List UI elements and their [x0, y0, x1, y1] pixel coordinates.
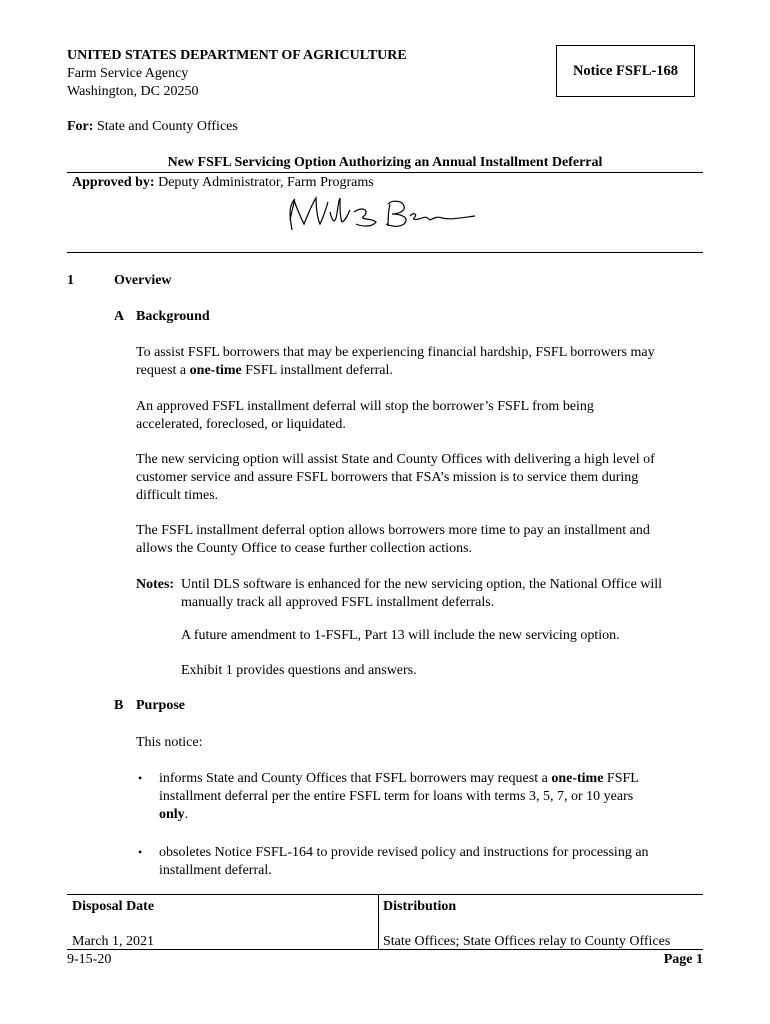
footer-table-bottom-rule: [67, 949, 703, 950]
purpose-bullet-1: [159, 770, 639, 824]
background-paragraph-3: [136, 451, 655, 505]
footer-table-top-rule: [67, 894, 703, 895]
background-paragraph-2: [136, 398, 594, 434]
distribution-label: Distribution: [383, 899, 457, 914]
notice-title: New FSFL Servicing Option Authorizing an Annual Installment Deferral: [167, 155, 603, 170]
for-label: For:: [67, 119, 94, 134]
purpose-intro: This notice:: [136, 735, 203, 750]
text-line: Until DLS software is enhanced for the new servicing option, the National Office will: [181, 577, 663, 592]
subsection-b-heading: Purpose: [136, 698, 185, 713]
text-line: The FSFL installment deferral option allows borrowers more time to pay an installment and: [136, 523, 650, 538]
page-footer-date: 9-15-20: [67, 952, 112, 967]
text-line: manually track all approved FSFL installment deferrals.: [181, 595, 495, 610]
bullet-icon: •: [138, 771, 143, 785]
text-line: obsoletes Notice FSFL-164 to provide revised policy and instructions for processing an: [159, 845, 649, 860]
text-line: installment deferral per the entire FSFL term for loans with terms 3, 5, 7, or 10 years: [159, 789, 634, 804]
agency-name: Farm Service Agency: [67, 66, 189, 81]
for-line: [67, 118, 238, 136]
approved-by-label: Approved by:: [72, 175, 155, 190]
text-line: difficult times.: [136, 488, 219, 503]
text-line: An approved FSFL installment deferral will stop the borrower’s FSFL from being: [136, 399, 594, 414]
background-paragraph-1: [136, 344, 655, 380]
agency-department: UNITED STATES DEPARTMENT OF AGRICULTURE: [67, 48, 407, 63]
text-line: installment deferral.: [159, 863, 272, 878]
text-line: The new servicing option will assist State and County Offices with delivering a high level of: [136, 452, 655, 467]
agency-address: Washington, DC 20250: [67, 84, 199, 99]
notes-paragraph-1: [181, 576, 662, 612]
text-line: only.: [159, 807, 189, 822]
footer-table-divider: [378, 895, 379, 949]
disposal-date-label: Disposal Date: [72, 899, 155, 914]
background-paragraph-4: [136, 522, 650, 558]
notes-label: Notes:: [136, 577, 175, 592]
approved-by-value: Deputy Administrator, Farm Programs: [158, 175, 374, 190]
bullet-icon: •: [138, 845, 143, 859]
purpose-bullet-2: [159, 844, 649, 880]
title-rule: [67, 172, 703, 173]
notes-paragraph-2: A future amendment to 1-FSFL, Part 13 will include the new servicing option.: [181, 628, 620, 643]
distribution-value: State Offices; State Offices relay to County Offices: [383, 934, 671, 949]
section-number: 1: [67, 273, 74, 288]
for-value: State and County Offices: [96, 119, 238, 134]
notice-number-box: [556, 45, 695, 97]
notice-number: Notice FSFL-168: [572, 62, 679, 79]
disposal-date-value: March 1, 2021: [72, 934, 155, 949]
text-line: informs State and County Offices that FSFL borrowers may request a one-time FSFL: [159, 771, 639, 786]
text-line: To assist FSFL borrowers that may be experiencing financial hardship, FSFL borrowers may: [136, 345, 655, 360]
subsection-a-letter: A: [114, 309, 125, 324]
notes-paragraph-3: Exhibit 1 provides questions and answers.: [181, 663, 417, 678]
signature-image: [280, 190, 480, 238]
text-line: accelerated, foreclosed, or liquidated.: [136, 417, 346, 432]
text-line: customer service and assure FSFL borrowers that FSA’s mission is to service them during: [136, 470, 639, 485]
subsection-a-heading: Background: [136, 309, 210, 324]
text-line: allows the County Office to cease further collection actions.: [136, 541, 473, 556]
text-line: request a one-time FSFL installment deferral.: [136, 363, 393, 378]
header-bottom-rule: [67, 252, 703, 253]
subsection-b-letter: B: [114, 698, 124, 713]
page-number: Page 1: [663, 952, 703, 967]
section-heading: Overview: [114, 273, 172, 288]
